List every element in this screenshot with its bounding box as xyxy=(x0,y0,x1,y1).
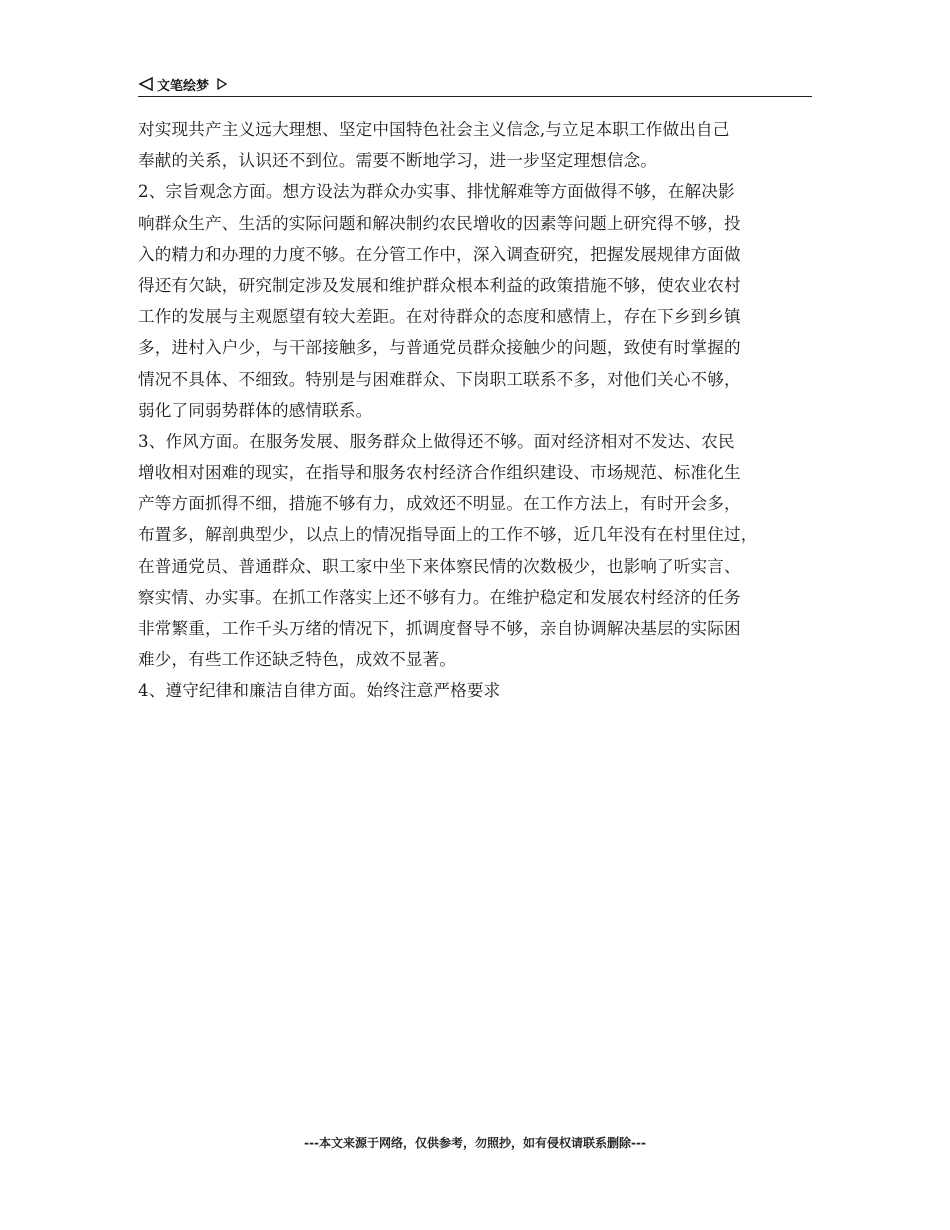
body-line: 奉献的关系，认识还不到位。需要不断地学习，进一步坚定理想信念。 xyxy=(138,151,658,171)
body-line: 响群众生产、生活的实际问题和解决制约农民增收的因素等问题上研究得不够，投 xyxy=(138,213,741,233)
body-line: 3、作风方面。在服务发展、服务群众上做得还不够。面对经济相对不发达、农民 xyxy=(138,431,735,451)
body-line: 非常繁重，工作千头万绪的情况下，抓调度督导不够，亲自协调解决基层的实际困 xyxy=(138,619,741,638)
body-line: 入的精力和办理的力度不够。在分管工作中，深入调查研究，把握发展规律方面做 xyxy=(138,244,741,264)
body-line: 察实情、办实事。在抓工作落实上还不够有力。在维护稳定和发展农村经济的任务 xyxy=(138,587,741,607)
triangle-right-icon xyxy=(217,78,227,90)
body-line: 在普通党员、普通群众、职工家中坐下来体察民情的次数极少，也影响了听实言、 xyxy=(138,556,741,576)
page-header xyxy=(138,72,812,97)
body-line: 难少，有些工作还缺乏特色，成效不显著。 xyxy=(138,650,457,670)
body-line: 布置多，解剖典型少，以点上的情况指导面上的工作不够，近几年没有在村里住过， xyxy=(138,525,758,545)
triangle-left-icon xyxy=(138,76,154,92)
body-line: 得还有欠缺，研究制定涉及发展和维护群众根本利益的政策措施不够，使农业农村 xyxy=(138,275,741,295)
body-line: 产等方面抓得不细，措施不够有力，成效还不明显。在工作方法上，有时开会多， xyxy=(138,494,741,514)
body-line: 情况不具体、不细致。特别是与困难群众、下岗职工联系不多，对他们关心不够， xyxy=(138,369,741,389)
body-line: 4、遵守纪律和廉洁自律方面。始终注意严格要求 xyxy=(138,681,501,701)
body-line: 多，进村入户少，与干部接触多，与普通党员群众接触少的问题，致使有时掌握的 xyxy=(138,338,741,358)
body-line: 弱化了同弱势群体的感情联系。 xyxy=(138,400,373,420)
body-line: 对实现共产主义远大理想、坚定中国特色社会主义信念,与立足本职工作做出自己 xyxy=(138,120,730,139)
header-title: 文笔绘梦 xyxy=(157,78,210,94)
body-line: 增收相对困难的现实，在指导和服务农村经济合作组织建设、市场规范、标准化生 xyxy=(138,463,741,483)
body-line: 工作的发展与主观愿望有较大差距。在对待群众的态度和感情上，存在下乡到乡镇 xyxy=(138,307,741,327)
body-line: 2、宗旨观念方面。想方设法为群众办实事、排忧解难等方面做得不够，在解决影 xyxy=(138,182,735,202)
page-footer: ---本文来源于网络，仅供参考，勿照抄，如有侵权请联系删除--- xyxy=(304,1136,646,1150)
document-body xyxy=(138,114,818,707)
